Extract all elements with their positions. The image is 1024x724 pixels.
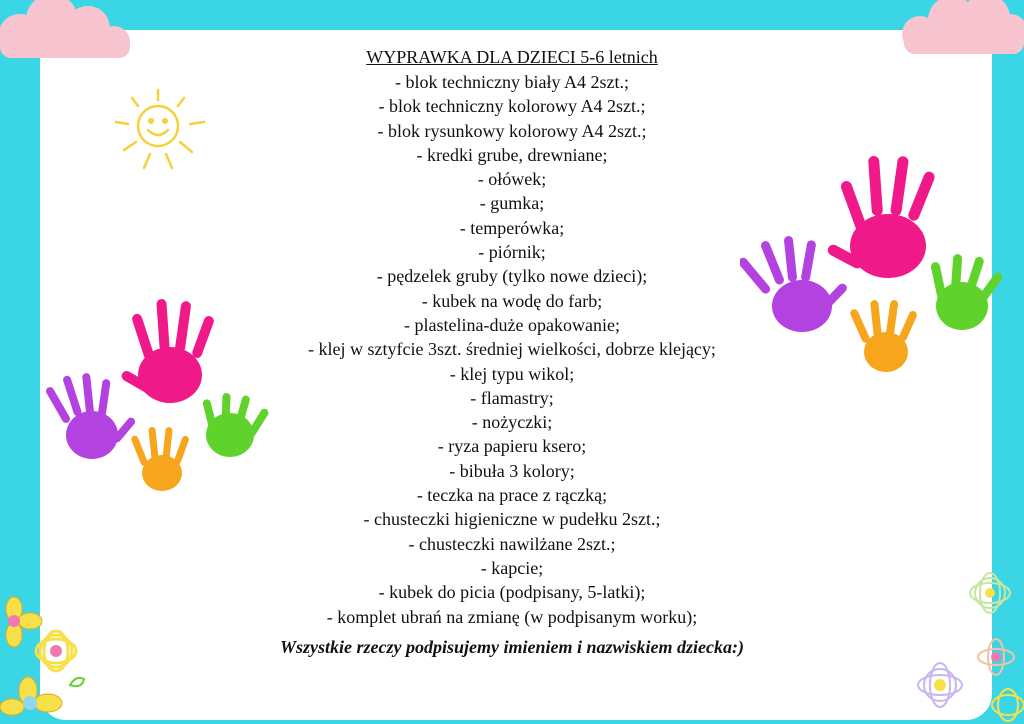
list-item: - pędzelek gruby (tylko nowe dzieci); — [376, 266, 648, 287]
list-item: - flamastry; — [470, 387, 554, 408]
document-title: WYPRAWKA DLA DZIECI 5-6 letnich — [366, 47, 658, 67]
footer-note: Wszystkie rzeczy podpisujemy imieniem i nazwiskiem dziecka:) — [280, 636, 744, 657]
list-item: - kubek do picia (podpisany, 5-latki); — [378, 582, 646, 603]
list-item: - ryza papieru ksero; — [437, 436, 587, 457]
list-item: - kredki grube, drewniane; — [416, 144, 608, 165]
list-item: - chusteczki nawilżane 2szt.; — [408, 533, 616, 554]
list-item: - kubek na wodę do farb; — [421, 290, 603, 311]
list-item: - teczka na prace z rączką; — [416, 485, 608, 506]
list-item: - klej typu wikol; — [449, 363, 575, 384]
list-item: - komplet ubrań na zmianę (w podpisanym worku); — [326, 606, 698, 627]
list-item: - temperówka; — [459, 217, 565, 238]
list-item: - bibuła 3 kolory; — [449, 460, 575, 481]
list-item: - ołówek; — [477, 169, 547, 190]
list-item: - nożyczki; — [471, 412, 553, 433]
list-item: - blok rysunkowy kolorowy A4 2szt.; — [377, 120, 647, 141]
list-item: - blok techniczny biały A4 2szt.; — [395, 72, 629, 92]
list-item: - gumka; — [479, 193, 545, 214]
list-item: - plastelina-duże opakowanie; — [404, 314, 620, 335]
list-item: - klej w sztyfcie 3szt. średniej wielkości, dobrze klejący; — [308, 339, 716, 360]
list-item: - piórnik; — [478, 242, 546, 263]
supply-list-document — [0, 46, 1024, 659]
list-item: - kapcie; — [480, 557, 544, 578]
supply-list — [0, 70, 1024, 629]
list-item: - chusteczki higieniczne w pudełku 2szt.; — [363, 509, 661, 530]
list-item: - blok techniczny kolorowy A4 2szt.; — [378, 96, 646, 117]
